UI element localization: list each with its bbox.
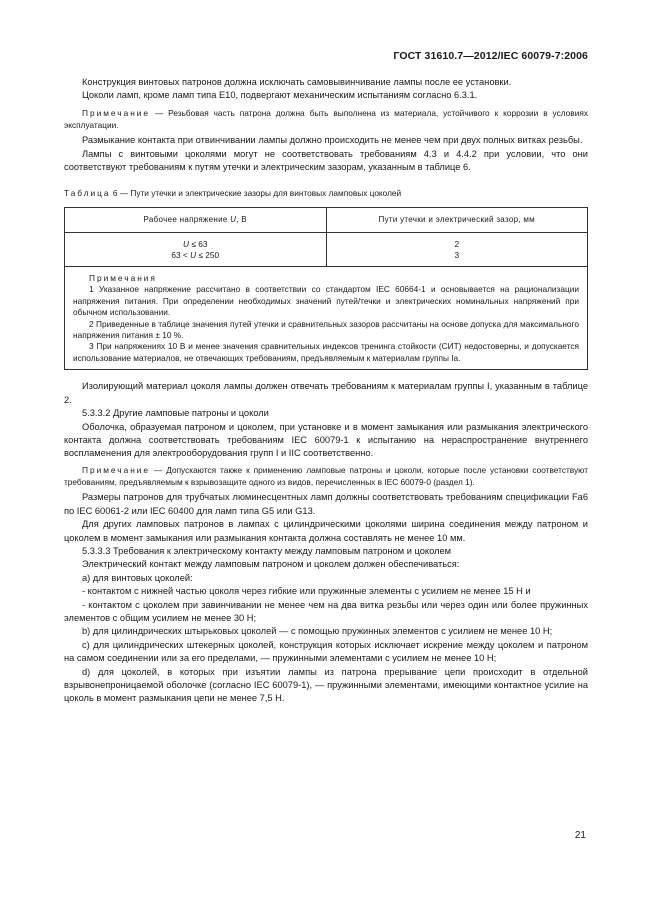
note-label: Примечание — [82, 464, 151, 475]
paragraph-insulating: Изолирующий материал цоколя лампы должен отвечать требованиям к материалам группы I, указанным в таблице 2. — [64, 381, 588, 405]
note-label: Примечание — [82, 107, 151, 118]
table-caption-label: Таблица — [64, 187, 111, 198]
table-note-1: 1 Указанное напряжение рассчитано в соответствии со стандартом IEC 60664-1 и основывается на рационализации напряжения питания. При определении необходимых значений путей/течки и электрических номинальных напряжений при обычном использовании. — [73, 284, 579, 318]
paragraph-other-holders: Для других ламповых патронов в лампах с цилиндрическими цоколями ширина соединения между патроном и цоколем в момент замыкания или размыкания контакта должна составлять не менее 10 мм. — [64, 519, 588, 543]
voltage-row-1: U ≤ 63 — [183, 239, 208, 250]
page-number: 21 — [574, 830, 586, 841]
list-item-c: с) для цилиндрических штекерных цоколей, конструкция которых исключает искрение между цоколем и патроном на самом соединении или за его пределами, — пружинными элементами с усилием не менее 10 Н; — [64, 639, 588, 664]
paragraph-shell: Оболочка, образуемая патроном и цоколем, при установке и в момент замыкания или размыкания электрического контакта должна соответствовать требованиям IEC 60079-1 к испытанию на нераспространение внутреннего воспламенения для электрооборудования групп I и IIC соответственно. — [64, 421, 588, 459]
note-other-types — [64, 465, 588, 489]
note-thread-corrosion — [64, 108, 588, 132]
section-heading-5332: 5.3.3.2 Другие ламповые патроны и цоколи — [82, 408, 269, 419]
page-content — [64, 76, 588, 706]
paragraph-contact-break: Размыкание контакта при отвинчивании лампы должно происходить не менее чем при двух полных витках резьбы. — [82, 135, 583, 146]
list-item-a1: - контактом с нижней частью цоколя через гибкие или пружинные элементы с усилием не менее 15 Н и — [82, 586, 531, 597]
table-note-2: 2 Приведенные в таблице значения путей утечки и сравнительных зазоров рассчитаны на основе допуска для максимального напряжения питания ± 10 %. — [73, 318, 579, 341]
table-caption-text: 6 — Пути утечки и электрические зазоры для винтовых ламповых цоколей — [110, 187, 402, 198]
table-cell-clearance — [326, 233, 588, 267]
clearance-row-1: 2 — [454, 239, 460, 250]
paragraph-contact-requirements: Электрический контакт между ламповым патроном и цоколем должен обеспечиваться: — [82, 559, 460, 570]
list-item-a: а) для винтовых цоколей: — [82, 572, 193, 583]
table-caption — [64, 187, 588, 200]
list-item-b: b) для цилиндрических штырьковых цоколей — с помощью пружинных элементов с усилием не менее 10 Н; — [82, 626, 553, 637]
table-notes — [65, 267, 588, 370]
paragraph-tubular: Размеры патронов для трубчатых люминесцентных ламп должны соответствовать требованиям спецификации Fa6 по IEC 60061-2 или IEC 60400 для ламп типа G5 или G13. — [64, 492, 588, 516]
note-text: — Резьбовая часть патрона должна быть выполнена из материала, устойчивого к коррозии в условиях эксплуатации. — [64, 107, 588, 130]
paragraph-lamps-screw: Лампы с винтовыми цоколями могут не соответствовать требованиям 4.3 и 4.4.2 при условии, что они соответствуют требованиям к путям утечки и электрическим зазорам, указанным в таблице 6. — [64, 148, 588, 173]
table-header-clearance: Пути утечки и электрический зазор, мм — [326, 208, 588, 233]
table-cell-voltage — [65, 233, 327, 267]
section-heading-5333: 5.3.3.3 Требования к электрическому контакту между ламповым патроном и цоколем — [82, 545, 452, 556]
table-header-voltage: Рабочее напряжение U, В — [65, 208, 327, 233]
table-note-3: 3 При напряжениях 10 В и менее значения сравнительных индексов тренинга стойкости (СИТ) недостоверны, и допускается использование материалов, не отвечающих требованиям, предъявляемым к материалам группы Ia. — [73, 341, 579, 363]
paragraph-base-testing: Цоколи ламп, кроме ламп типа Е10, подвергают механическим испытаниям согласно 6.3.1. — [82, 90, 478, 101]
table-creepage — [64, 207, 588, 370]
document-header: ГОСТ 31610.7—2012/IEC 60079-7:2006 — [393, 50, 588, 62]
list-item-a2: - контактом с цоколем при завинчивании не менее чем на два витка резьбы или через один или более пружинных элементов с общим усилием не менее 30 Н; — [64, 599, 588, 623]
note-text: — Допускаются также к применению ламповые патроны и цоколи, которые после установки соответствуют требованиям, предъявляемым к взрывозащите одного из видов, перечисленных в IEC 60079-0 (раздел 1). — [64, 464, 588, 487]
paragraph-screw-holders: Конструкция винтовых патронов должна исключать самовывинчивание лампы после ее установки. — [82, 77, 512, 87]
list-item-d: d) для цоколей, в которых при изъятии лампы из патрона прерывание цепи происходит в отдельной взрывонепроницаемой оболочке (согласно IEC 60079-1), — пружинными элементами, имеющими контактное усилие на цоколь в момент размыкания цепи не менее 7,5 Н. — [64, 666, 588, 704]
voltage-row-2: 63 < U ≤ 250 — [171, 250, 220, 261]
table-notes-title: Примечания — [89, 273, 157, 284]
clearance-row-2: 3 — [454, 250, 460, 261]
